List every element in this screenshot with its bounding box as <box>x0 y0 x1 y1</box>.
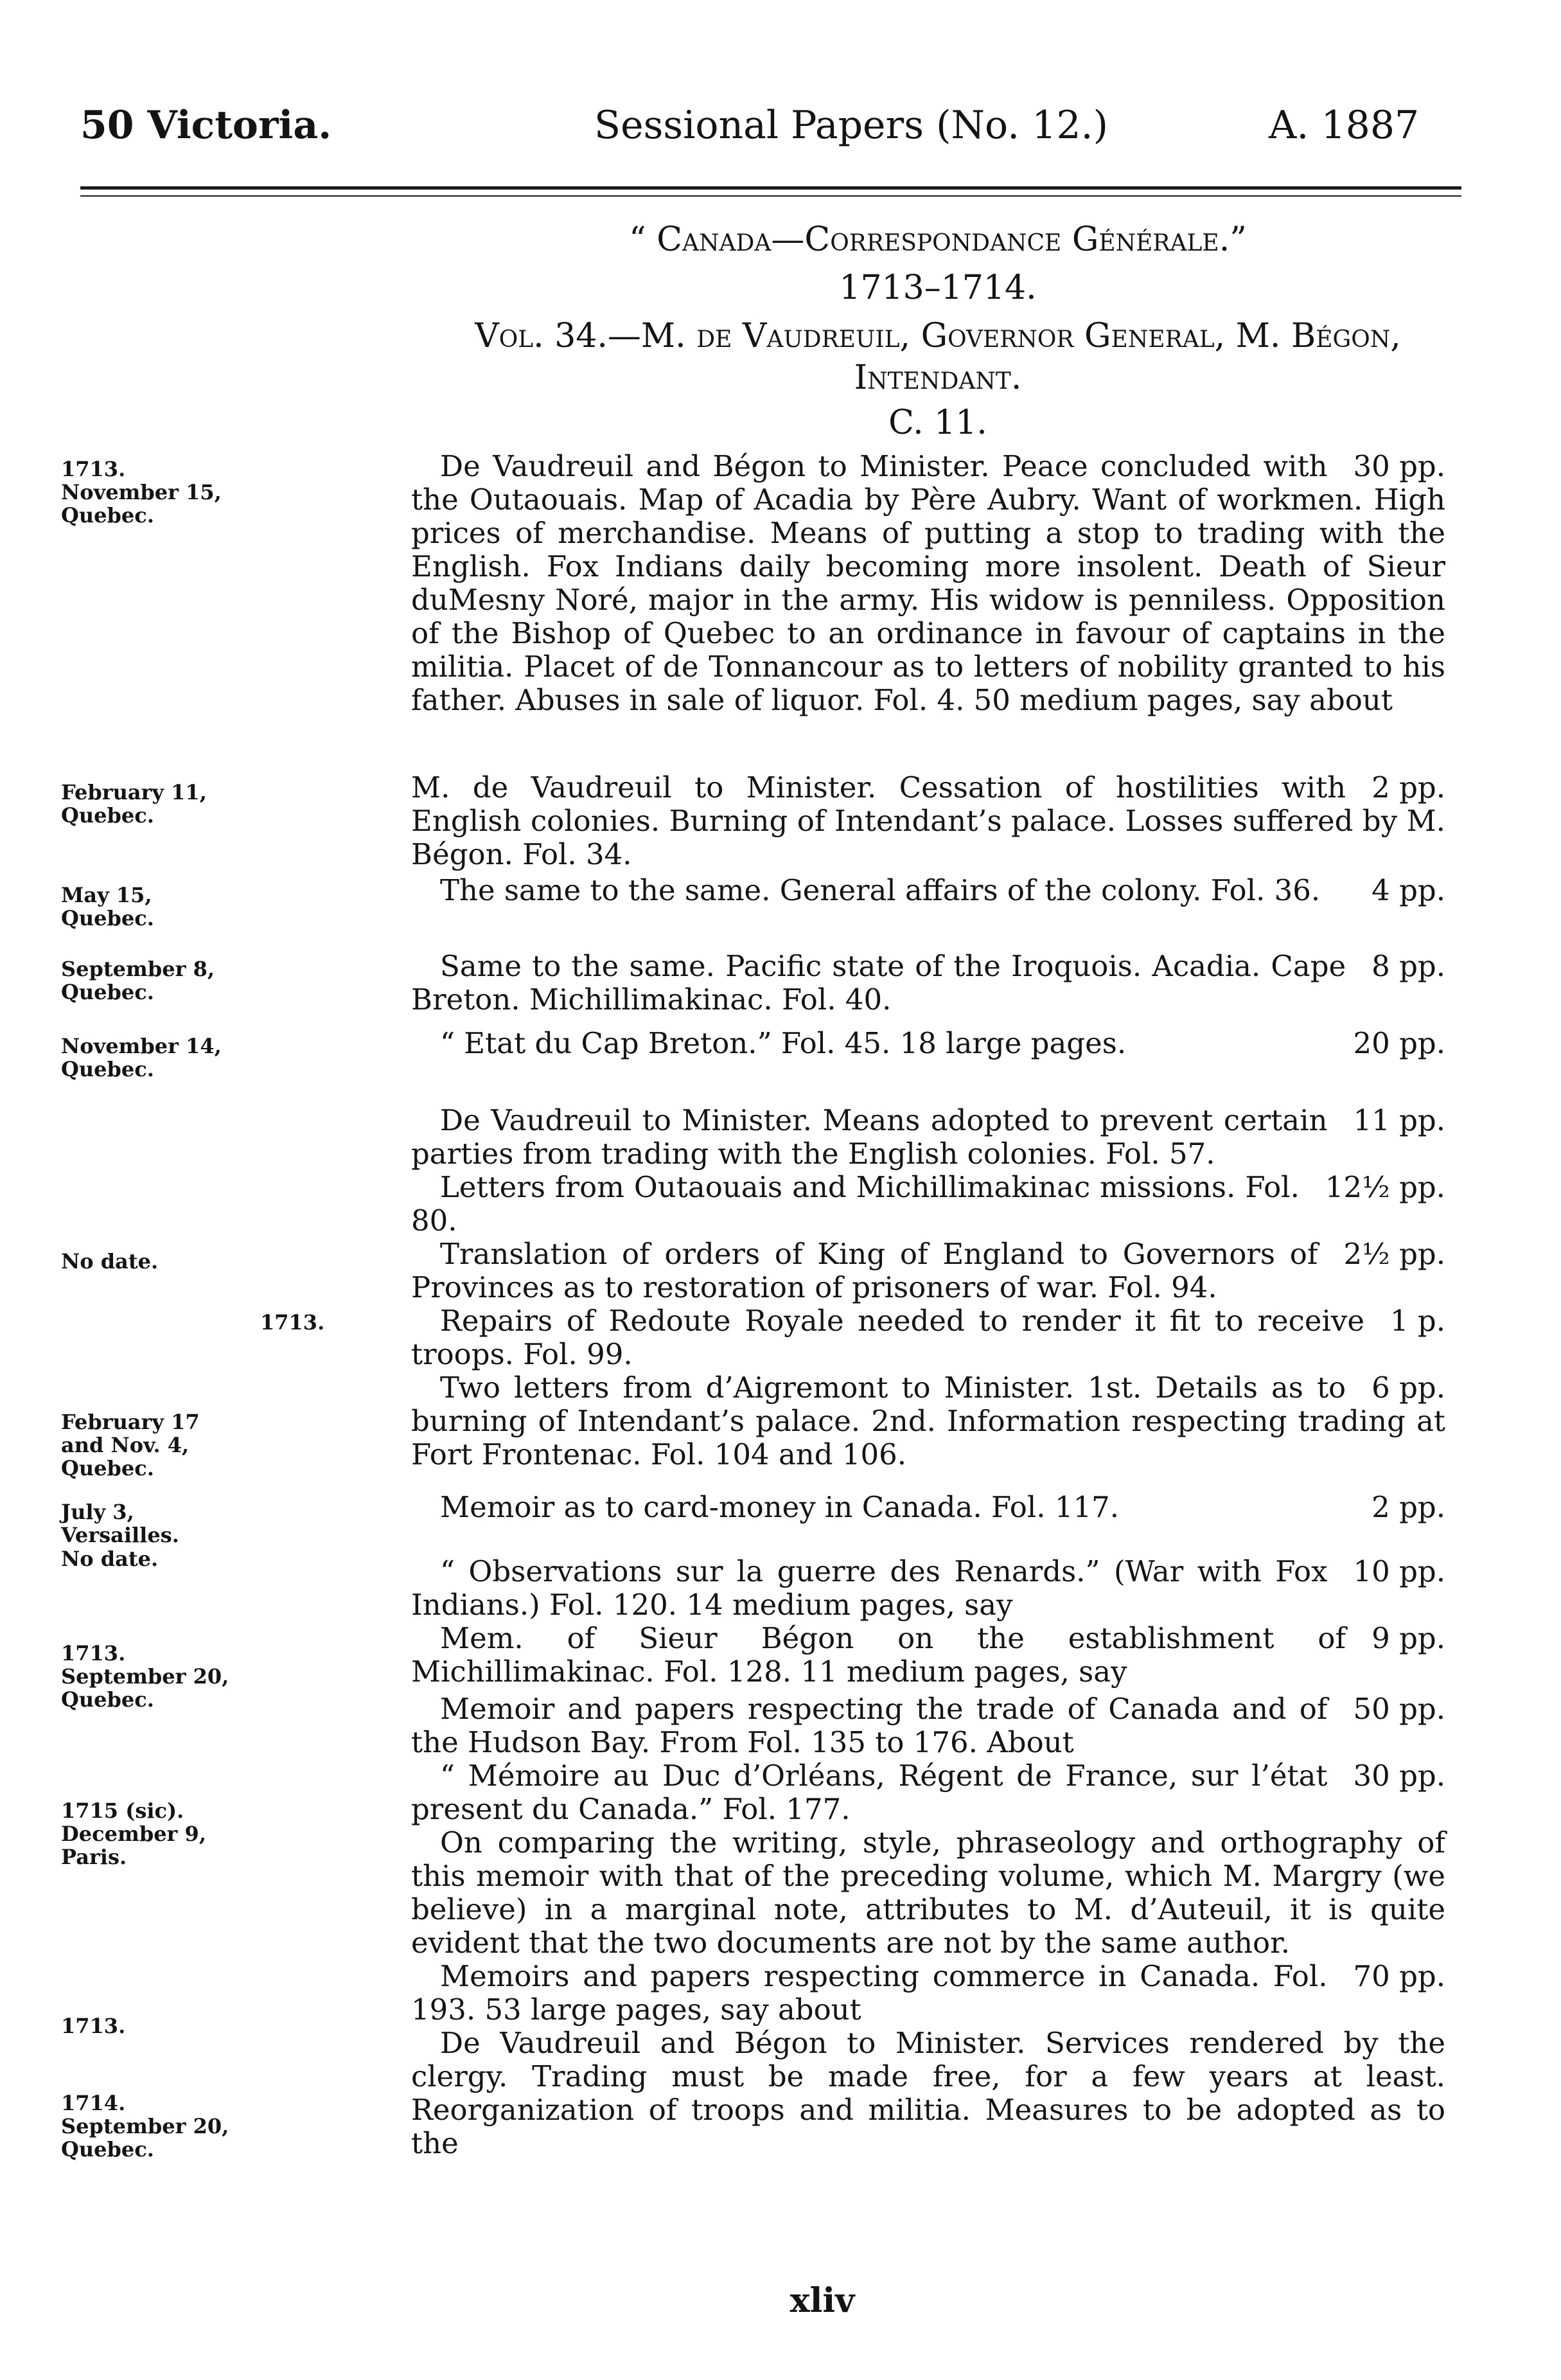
entry-date: September 8, Quebec. <box>61 957 215 1004</box>
series-label: C. 11. <box>888 404 987 442</box>
entry <box>411 874 1445 907</box>
entry <box>411 1491 1445 1524</box>
entry-text: Two letters from d’Aigremont to Minister. 1st. Details as to burning of Intendant’s palace. 2nd. Information respecting trading at Fort Frontenac. Fol. 104 and 106. <box>411 1371 1445 1471</box>
entry-text: De Vaudreuil and Bégon to Minister. Peace concluded with the Outaouais. Map of Acadia by Père Aubry. Want of workmen. High prices of merchandise. Means of putting a stop to trading with the English. Fox Indians daily becoming more insolent. Death of Sieur duMesny Noré, major in the army. His widow is penniless. Opposition of the Bishop of Quebec to an ordinance in favour of captains in the militia. Placet of de Tonnancour as to letters of nobility granted to his father. Abuses in sale of liquor. Fol. 4. 50 medium pages, say about <box>411 449 1445 717</box>
page-folio: xliv <box>789 2281 855 2320</box>
entry <box>411 1960 1445 2027</box>
entry-date: No date. <box>61 1547 159 1571</box>
entry-date: 1714. September 20, Quebec. <box>61 2091 229 2162</box>
entry-date: 1713. <box>61 2014 126 2038</box>
entry-date: February 17 and Nov. 4, Quebec. <box>61 1410 200 1480</box>
entry-text: M. de Vaudreuil to Minister. Cessation of hostilities with English colonies. Burning of Intendant’s palace. Losses suffered by M. Bégon. Fol. 34. <box>411 770 1445 871</box>
entry <box>411 2027 1445 2160</box>
entry-date: 1715 (sic). December 9, Paris. <box>61 1798 206 1869</box>
entry-date: May 15, Quebec. <box>61 883 154 930</box>
entry <box>411 1759 1445 1826</box>
entry-text: Memoir as to card-money in Canada. Fol. 117. <box>440 1490 1120 1524</box>
entry-pages: 70 pp. <box>1353 1959 1445 1993</box>
entry-pages: 30 pp. <box>1353 449 1445 483</box>
entry-text: “ Etat du Cap Breton.” Fol. 45. 18 large pages. <box>440 1026 1127 1060</box>
entry <box>411 1826 1445 1960</box>
entry-pages: 20 pp. <box>1353 1026 1445 1060</box>
entry <box>411 1692 1445 1759</box>
entry-text: Mem. of Sieur Bégon on the establishment of Michillimakinac. Fol. 128. 11 medium pages, say <box>411 1621 1346 1689</box>
entry-text: De Vaudreuil to Minister. Means adopted to prevent certain parties from trading with the English colonies. Fol. 57. <box>411 1103 1328 1171</box>
entry-pages: 50 pp. <box>1353 1692 1445 1726</box>
header-title: Sessional Papers (No. 12.) <box>594 103 1109 148</box>
entry-text: Letters from Outaouais and Michillimakinac missions. Fol. 80. <box>411 1170 1300 1238</box>
header-year: A. 1887 <box>1269 103 1420 148</box>
section-years: 1713–1714. <box>839 269 1037 307</box>
entry-text: Same to the same. Pacific state of the Iroquois. Acadia. Cape Breton. Michillimakinac. Fol. 40. <box>411 949 1346 1017</box>
header-rule-thin <box>80 195 1461 197</box>
entry-text: De Vaudreuil and Bégon to Minister. Services rendered by the clergy. Trading must be made free, for a few years at least. Reorganization of troops and militia. Measures to be adopted as to the <box>411 2026 1445 2160</box>
entry-text: Memoir and papers respecting the trade of Canada and of the Hudson Bay. From Fol. 135 to 176. About <box>411 1692 1328 1759</box>
entry-pages: 2 pp. <box>1371 770 1445 804</box>
entry-pages: 10 pp. <box>1353 1554 1445 1588</box>
entry <box>411 1371 1445 1471</box>
volume-line: Vol. 34.—M. de Vaudreuil, Governor General, M. Bégon, <box>475 317 1401 355</box>
entry-pages: 6 pp. <box>1371 1371 1445 1405</box>
entry-date: July 3, Versailles. <box>61 1500 179 1547</box>
section-title: “ Canada—Correspondance Générale.” <box>629 220 1247 259</box>
entry-date: 1713. September 20, Quebec. <box>61 1641 229 1712</box>
entry-text: On comparing the writing, style, phraseology and orthography of this memoir with that of the preceding volume, which M. Margry (we believe) in a marginal note, attributes to M. d’Auteuil, it is quite evident that the two documents are not by the same author. <box>411 1825 1445 1960</box>
entry-text: “ Mémoire au Duc d’Orléans, Régent de France, sur l’état present du Canada.” Fol. 177. <box>411 1759 1328 1826</box>
header-session: 50 Victoria. <box>80 103 332 148</box>
entry-text: Memoirs and papers respecting commerce in Canada. Fol. 193. 53 large pages, say about <box>411 1959 1328 2027</box>
entry <box>411 950 1445 1017</box>
entry-date: February 11, Quebec. <box>61 780 207 828</box>
entry-pages: 11 pp. <box>1353 1103 1445 1137</box>
entry <box>411 450 1445 717</box>
entry <box>411 1027 1445 1060</box>
entry <box>411 1555 1445 1622</box>
entry-pages: 9 pp. <box>1371 1621 1445 1655</box>
entry-pages: 12½ pp. <box>1325 1170 1445 1204</box>
entry-pages: 4 pp. <box>1371 873 1445 907</box>
entry-text: Repairs of Redoute Royale needed to render it fit to receive troops. Fol. 99. <box>411 1304 1364 1371</box>
entry-date: 1713. November 15, Quebec. <box>61 457 222 528</box>
entry-date: 1713. <box>260 1310 325 1335</box>
header-rule-thick <box>80 186 1461 190</box>
entry <box>411 771 1445 871</box>
entry-pages: 2 pp. <box>1371 1490 1445 1524</box>
entry-pages: 2½ pp. <box>1343 1237 1445 1271</box>
entry <box>411 1238 1445 1304</box>
volume-line-2: Intendant. <box>854 359 1022 397</box>
entry-pages: 1 p. <box>1389 1304 1445 1338</box>
entry-date: No date. <box>61 1249 159 1274</box>
entry-text: “ Observations sur la guerre des Renards.” (War with Fox Indians.) Fol. 120. 14 medium pages, say <box>411 1554 1328 1622</box>
entry <box>411 1304 1445 1371</box>
entry-date: November 14, Quebec. <box>61 1034 222 1081</box>
entry-text: Translation of orders of King of England to Governors of Provinces as to restoration of prisoners of war. Fol. 94. <box>411 1237 1318 1304</box>
entry-pages: 8 pp. <box>1371 949 1445 983</box>
entry <box>411 1171 1445 1238</box>
entry-text: The same to the same. General affairs of the colony. Fol. 36. <box>440 873 1321 907</box>
entry-pages: 30 pp. <box>1353 1759 1445 1793</box>
entry <box>411 1622 1445 1689</box>
entry <box>411 1104 1445 1171</box>
